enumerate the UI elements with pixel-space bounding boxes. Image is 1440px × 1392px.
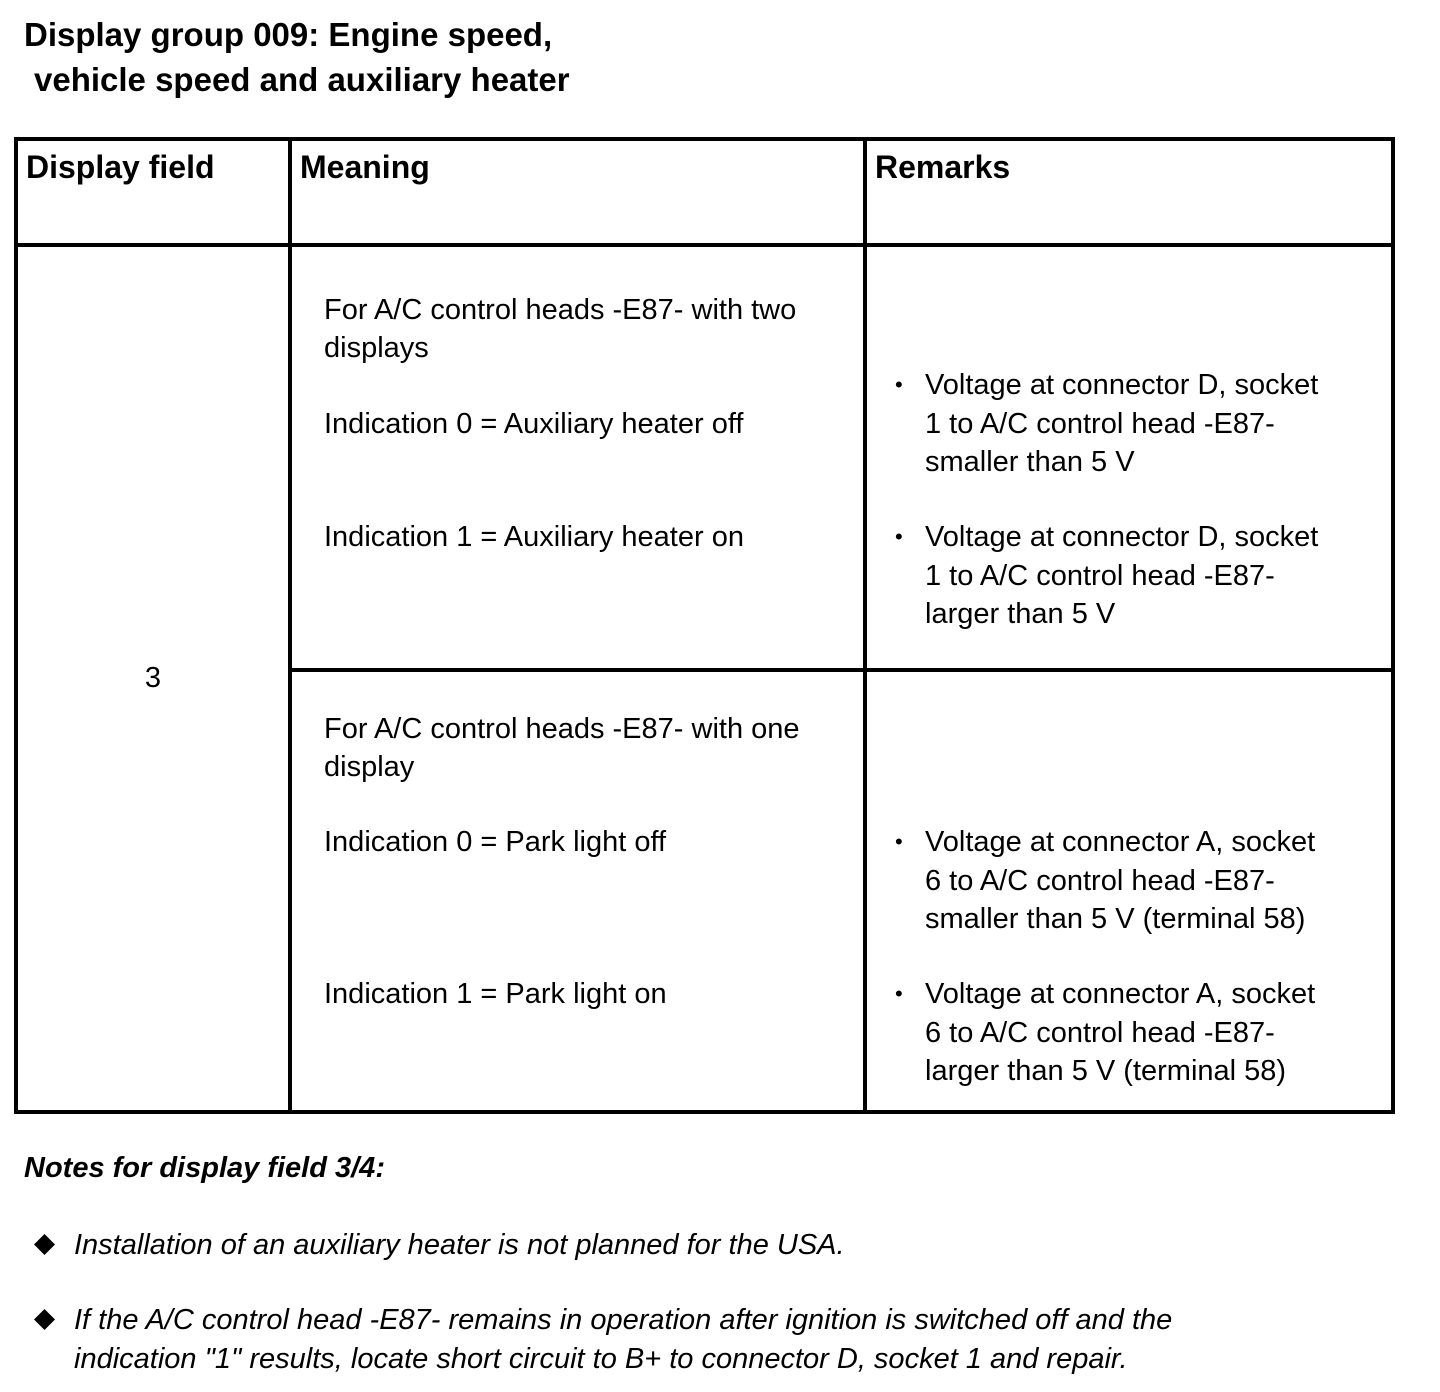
display-field-value-cell: [16, 245, 290, 1112]
remark-item: [895, 823, 1355, 939]
meaning-intro-line-2: displays: [324, 332, 429, 364]
bullet-icon: •: [895, 829, 903, 854]
meaning-intro-line-1: For A/C control heads -E87- with one: [324, 713, 800, 745]
note-text-line-2: indication "1" results, locate short circuit to B+ to connector D, socket 1 and repair.: [74, 1343, 1128, 1375]
remark-item: [895, 518, 1355, 634]
display-group-table: [14, 137, 1395, 1114]
display-field-value: 3: [144, 662, 162, 694]
meaning-intro-one-display: [324, 710, 800, 786]
title-line-2: vehicle speed and auxiliary heater: [34, 61, 570, 98]
diamond-bullet-icon: [34, 1309, 55, 1330]
remark-line: 1 to A/C control head -E87-: [925, 407, 1275, 440]
header-display-field: Display field: [16, 139, 290, 245]
meaning-indication-0-park: Indication 0 = Park light off: [324, 826, 667, 858]
display-group-table-wrapper: [14, 137, 1391, 1114]
remark-line: larger than 5 V (terminal 58): [925, 1055, 1287, 1087]
bullet-icon: •: [895, 524, 903, 549]
bullet-icon: •: [895, 981, 903, 1006]
header-meaning: Meaning: [290, 139, 865, 245]
remarks-cell-one-display: [865, 670, 1393, 1112]
remarks-cell-two-displays: [865, 245, 1393, 670]
title-line-1: Display group 009: Engine speed,: [24, 16, 553, 53]
note-text-line-1: If the A/C control head -E87- remains in operation after ignition is switched off and the: [74, 1304, 1173, 1336]
note-item-2: [34, 1301, 1172, 1379]
meaning-intro-line-1: For A/C control heads -E87- with two: [324, 294, 797, 326]
remark-line: larger than 5 V: [925, 598, 1116, 630]
note-text: Installation of an auxiliary heater is not planned for the USA.: [74, 1229, 845, 1261]
remark-item: [895, 366, 1355, 482]
remark-line: 6 to A/C control head -E87-: [925, 1016, 1275, 1049]
meaning-indication-1-heater: Indication 1 = Auxiliary heater on: [324, 521, 744, 553]
meaning-indication-0-heater: Indication 0 = Auxiliary heater off: [324, 408, 744, 440]
remark-line: smaller than 5 V (terminal 58): [925, 903, 1306, 935]
meaning-intro-two-displays: [324, 291, 796, 367]
remark-line: Voltage at connector D, socket: [925, 521, 1319, 553]
note-item-1: [34, 1226, 845, 1265]
table-row-two-displays: [16, 245, 1393, 670]
remark-line: 1 to A/C control head -E87-: [925, 559, 1275, 592]
meaning-intro-line-2: display: [324, 751, 415, 783]
page-title: [24, 12, 570, 102]
header-remarks: Remarks: [865, 139, 1393, 245]
remark-line: 6 to A/C control head -E87-: [925, 864, 1275, 897]
meaning-indication-1-park: Indication 1 = Park light on: [324, 978, 667, 1010]
meaning-cell-two-displays: [290, 245, 865, 670]
notes-title: Notes for display field 3/4:: [24, 1152, 385, 1184]
remark-line: Voltage at connector A, socket: [925, 826, 1316, 858]
remark-line: smaller than 5 V: [925, 446, 1135, 478]
remark-item: [895, 975, 1355, 1091]
bullet-icon: •: [895, 372, 903, 397]
remark-line: Voltage at connector A, socket: [925, 978, 1316, 1010]
table-header-row: [16, 139, 1393, 245]
diamond-bullet-icon: [34, 1234, 55, 1255]
remark-line: Voltage at connector D, socket: [925, 369, 1319, 401]
meaning-cell-one-display: [290, 670, 865, 1112]
